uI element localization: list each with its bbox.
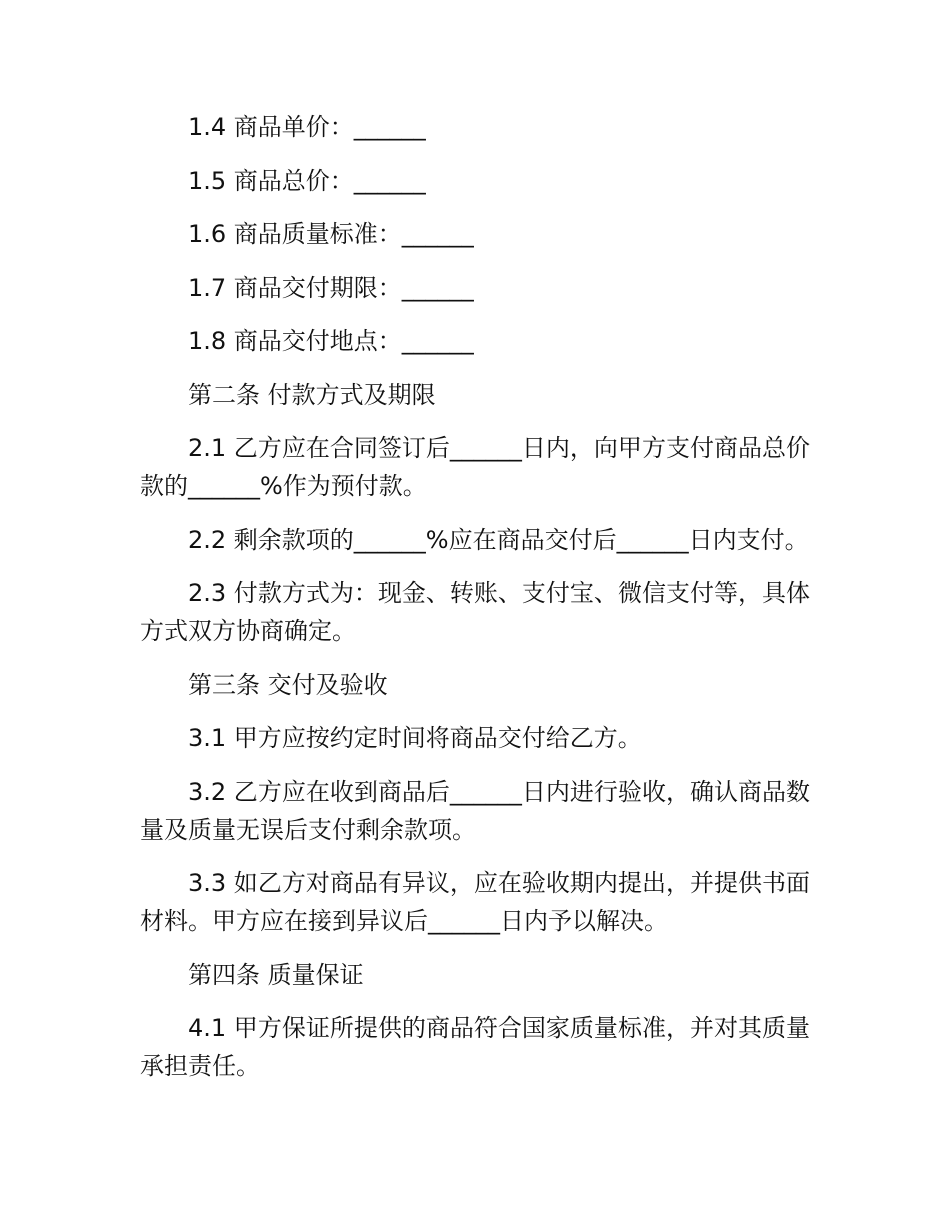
clause-2-3-payment-method: 2.3 付款方式为：现金、转账、支付宝、微信支付等，具体方式双方协商确定。 (140, 579, 810, 645)
article-3-heading: 第三条 交付及验收 (188, 670, 388, 699)
clause-4-1-quality-guarantee: 4.1 甲方保证所提供的商品符合国家质量标准，并对其质量承担责任。 (140, 1014, 810, 1080)
clause-2-2-remaining-payment: 2.2 剩余款项的______%应在商品交付后______日内支付。 (188, 525, 809, 554)
clause-3-1-delivery: 3.1 甲方应按约定时间将商品交付给乙方。 (188, 724, 642, 752)
clause-1-5-total-price: 1.5 商品总价：______ (188, 166, 426, 195)
clause-1-4-unit-price: 1.4 商品单价：______ (188, 113, 426, 141)
clause-1-7-delivery-deadline: 1.7 商品交付期限：______ (188, 273, 474, 302)
article-2-heading: 第二条 付款方式及期限 (188, 380, 436, 409)
clause-1-6-quality-standard: 1.6 商品质量标准：______ (188, 220, 474, 248)
clause-2-1-prepayment: 2.1 乙方应在合同签订后______日内，向甲方支付商品总价款的______%作为预付款。 (140, 434, 810, 500)
document-body (140, 108, 810, 1101)
clause-1-8-delivery-location: 1.8 商品交付地点：______ (188, 327, 474, 355)
article-4-heading: 第四条 质量保证 (188, 960, 364, 989)
clause-3-2-inspection: 3.2 乙方应在收到商品后______日内进行验收，确认商品数量及质量无误后支付剩余款项。 (140, 777, 810, 844)
clause-3-3-objection: 3.3 如乙方对商品有异议，应在验收期内提出，并提供书面材料。甲方应在接到异议后______日内予以解决。 (140, 869, 810, 935)
